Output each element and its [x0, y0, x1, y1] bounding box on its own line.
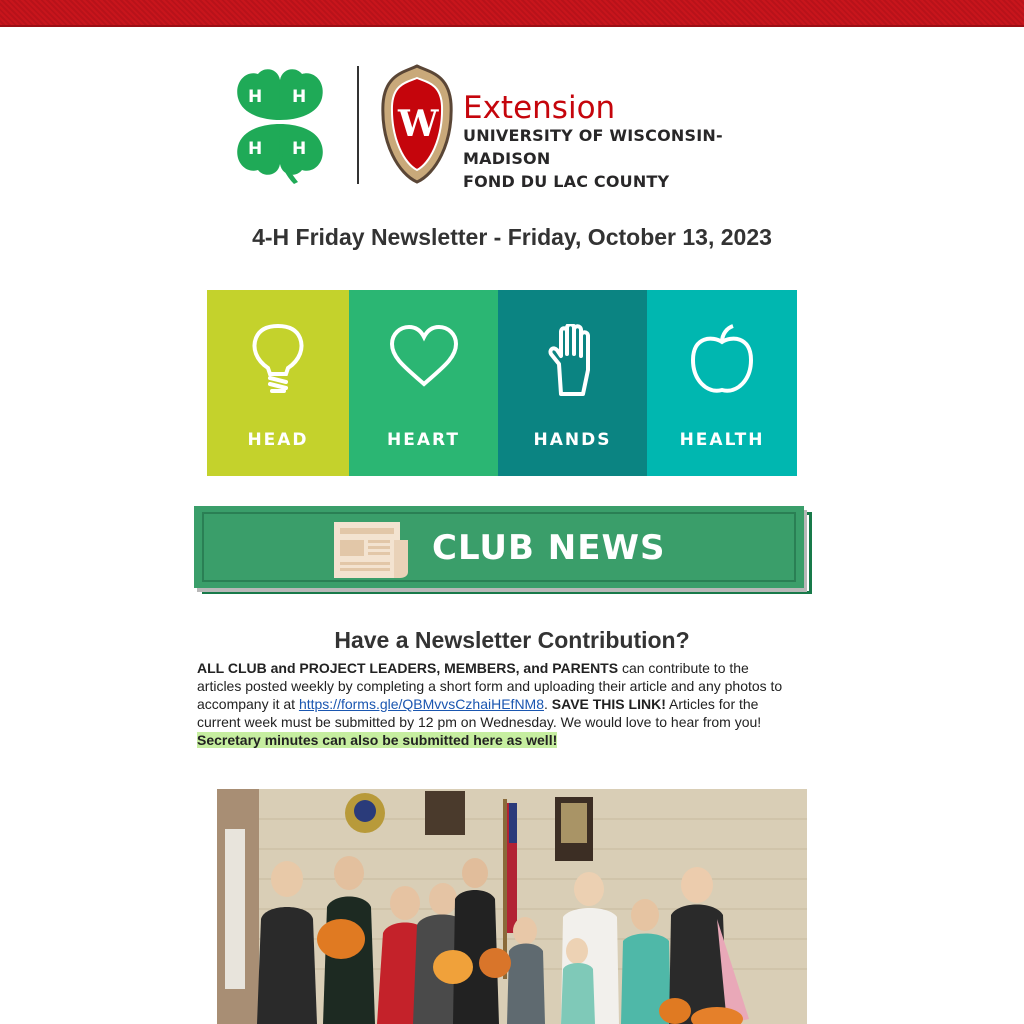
university-name: UNIVERSITY OF WISCONSIN-MADISON [463, 126, 723, 168]
apple-icon [689, 324, 755, 396]
save-link-bold: SAVE THIS LINK! [551, 696, 666, 712]
uw-crest-logo [379, 64, 455, 184]
extension-title: Extension [463, 90, 616, 126]
contribution-after-link: . [544, 696, 552, 712]
club-news-panel [194, 506, 804, 588]
panel-head [207, 290, 349, 476]
contribution-form-link[interactable]: https://forms.gle/QBMvvsCzhaiHEfNM8 [298, 696, 544, 712]
heart-icon [388, 324, 460, 388]
panel-health [647, 290, 797, 476]
newsletter-title: 4-H Friday Newsletter - Friday, October 13, 2023 [252, 224, 772, 250]
svg-text:H: H [292, 87, 307, 107]
svg-text:H: H [248, 87, 263, 107]
club-news-title: CLUB NEWS [432, 528, 666, 568]
logo-divider [357, 66, 359, 184]
contribution-body [197, 659, 797, 749]
svg-text:H: H [292, 139, 307, 159]
secretary-minutes-highlight: Secretary minutes can also be submitted here as well! [197, 732, 558, 748]
hand-icon [547, 324, 599, 396]
newspaper-icon [334, 522, 410, 580]
deadline-text: Articles for the current week must be submitted by 12 pm on Wednesday. We would love to hear from you! [197, 696, 762, 730]
top-red-bar [0, 0, 1024, 27]
club-photo [217, 789, 807, 1024]
lightbulb-icon [248, 324, 308, 396]
panel-heart [349, 290, 498, 476]
panel-hands [498, 290, 647, 476]
4h-clover-logo [222, 64, 338, 184]
four-h-banner [207, 290, 797, 476]
club-news-banner [194, 506, 816, 598]
label-hands: HANDS [533, 430, 612, 450]
svg-text:W: W [398, 103, 439, 145]
label-health: HEALTH [679, 430, 765, 450]
extension-text-block [463, 92, 802, 193]
svg-text:H: H [248, 139, 263, 159]
contribution-intro-bold: ALL CLUB and PROJECT LEADERS, MEMBERS, and PARENTS [197, 660, 619, 676]
label-head: HEAD [247, 430, 309, 450]
county-name: FOND DU LAC COUNTY [463, 172, 670, 191]
contribution-title: Have a Newsletter Contribution? [334, 627, 690, 653]
contribution-intro-text: can contribute to the articles posted weekly by completing a short form and uploading their article and any photos to accompany it at [197, 660, 783, 712]
label-heart: HEART [387, 430, 460, 450]
header-logos [222, 62, 802, 191]
